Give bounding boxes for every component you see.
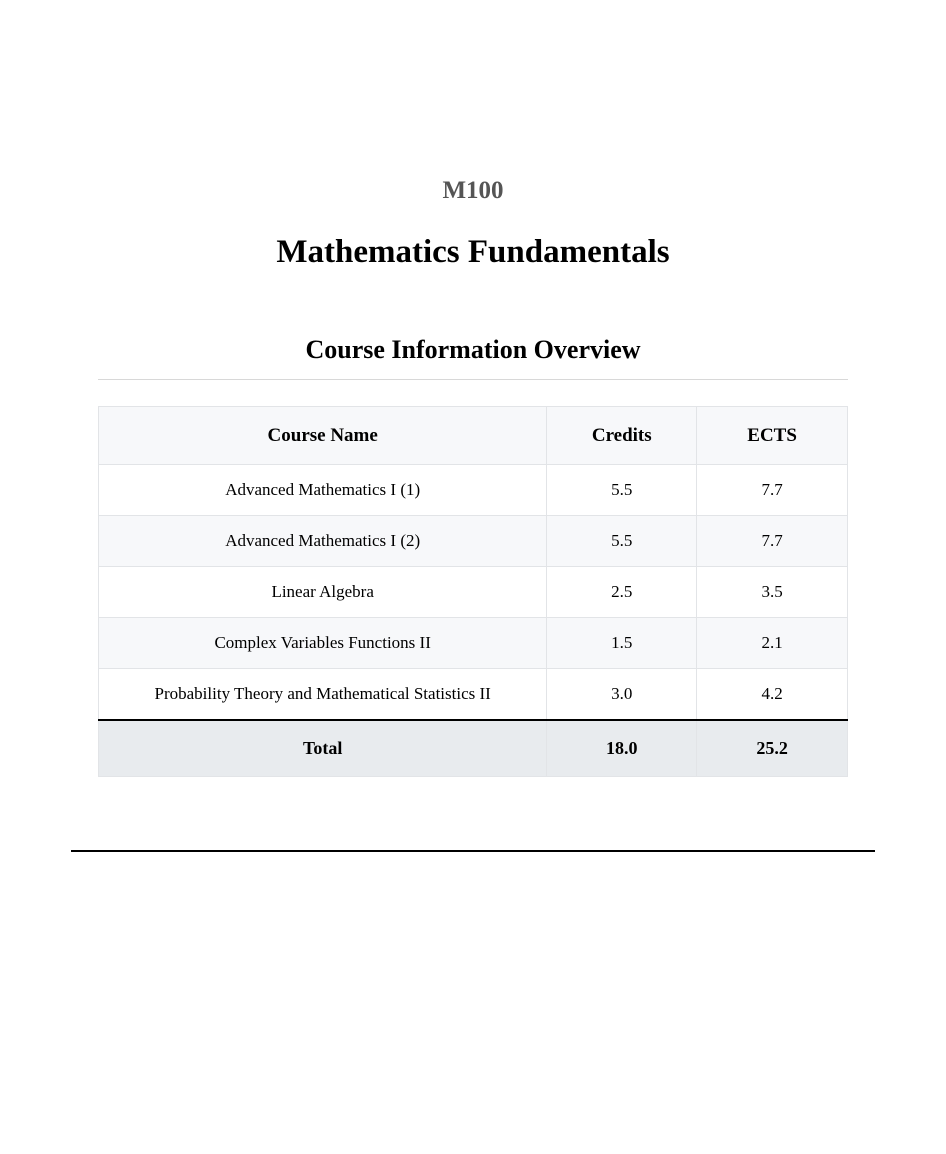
total-credits: 18.0 <box>547 720 697 777</box>
table-row <box>99 516 848 567</box>
column-header-credits: Credits <box>547 407 697 465</box>
cell-credits: 3.0 <box>547 669 697 721</box>
page-title: Mathematics Fundamentals <box>276 234 670 270</box>
table-row <box>99 567 848 618</box>
column-header-course-name: Course Name <box>99 407 547 465</box>
cell-course-name: Advanced Mathematics I (1) <box>99 465 547 516</box>
table-row <box>99 618 848 669</box>
cell-course-name: Complex Variables Functions II <box>99 618 547 669</box>
cell-ects: 4.2 <box>697 669 848 721</box>
section-divider <box>98 379 848 380</box>
cell-ects: 7.7 <box>697 516 848 567</box>
cell-course-name: Advanced Mathematics I (2) <box>99 516 547 567</box>
cell-course-name: Probability Theory and Mathematical Statistics II <box>99 669 547 721</box>
total-row <box>99 720 848 777</box>
cell-credits: 2.5 <box>547 567 697 618</box>
course-code: M100 <box>442 177 504 204</box>
cell-credits: 5.5 <box>547 516 697 567</box>
table-header-row <box>99 407 848 465</box>
cell-course-name: Linear Algebra <box>99 567 547 618</box>
table-row <box>99 669 848 721</box>
cell-ects: 3.5 <box>697 567 848 618</box>
cell-ects: 7.7 <box>697 465 848 516</box>
table-row <box>99 465 848 516</box>
cell-credits: 1.5 <box>547 618 697 669</box>
column-header-ects: ECTS <box>697 407 848 465</box>
section-title: Course Information Overview <box>305 335 641 364</box>
total-ects: 25.2 <box>697 720 848 777</box>
footer-divider <box>71 850 875 852</box>
cell-ects: 2.1 <box>697 618 848 669</box>
total-label: Total <box>99 720 547 777</box>
cell-credits: 5.5 <box>547 465 697 516</box>
course-table <box>98 406 848 777</box>
